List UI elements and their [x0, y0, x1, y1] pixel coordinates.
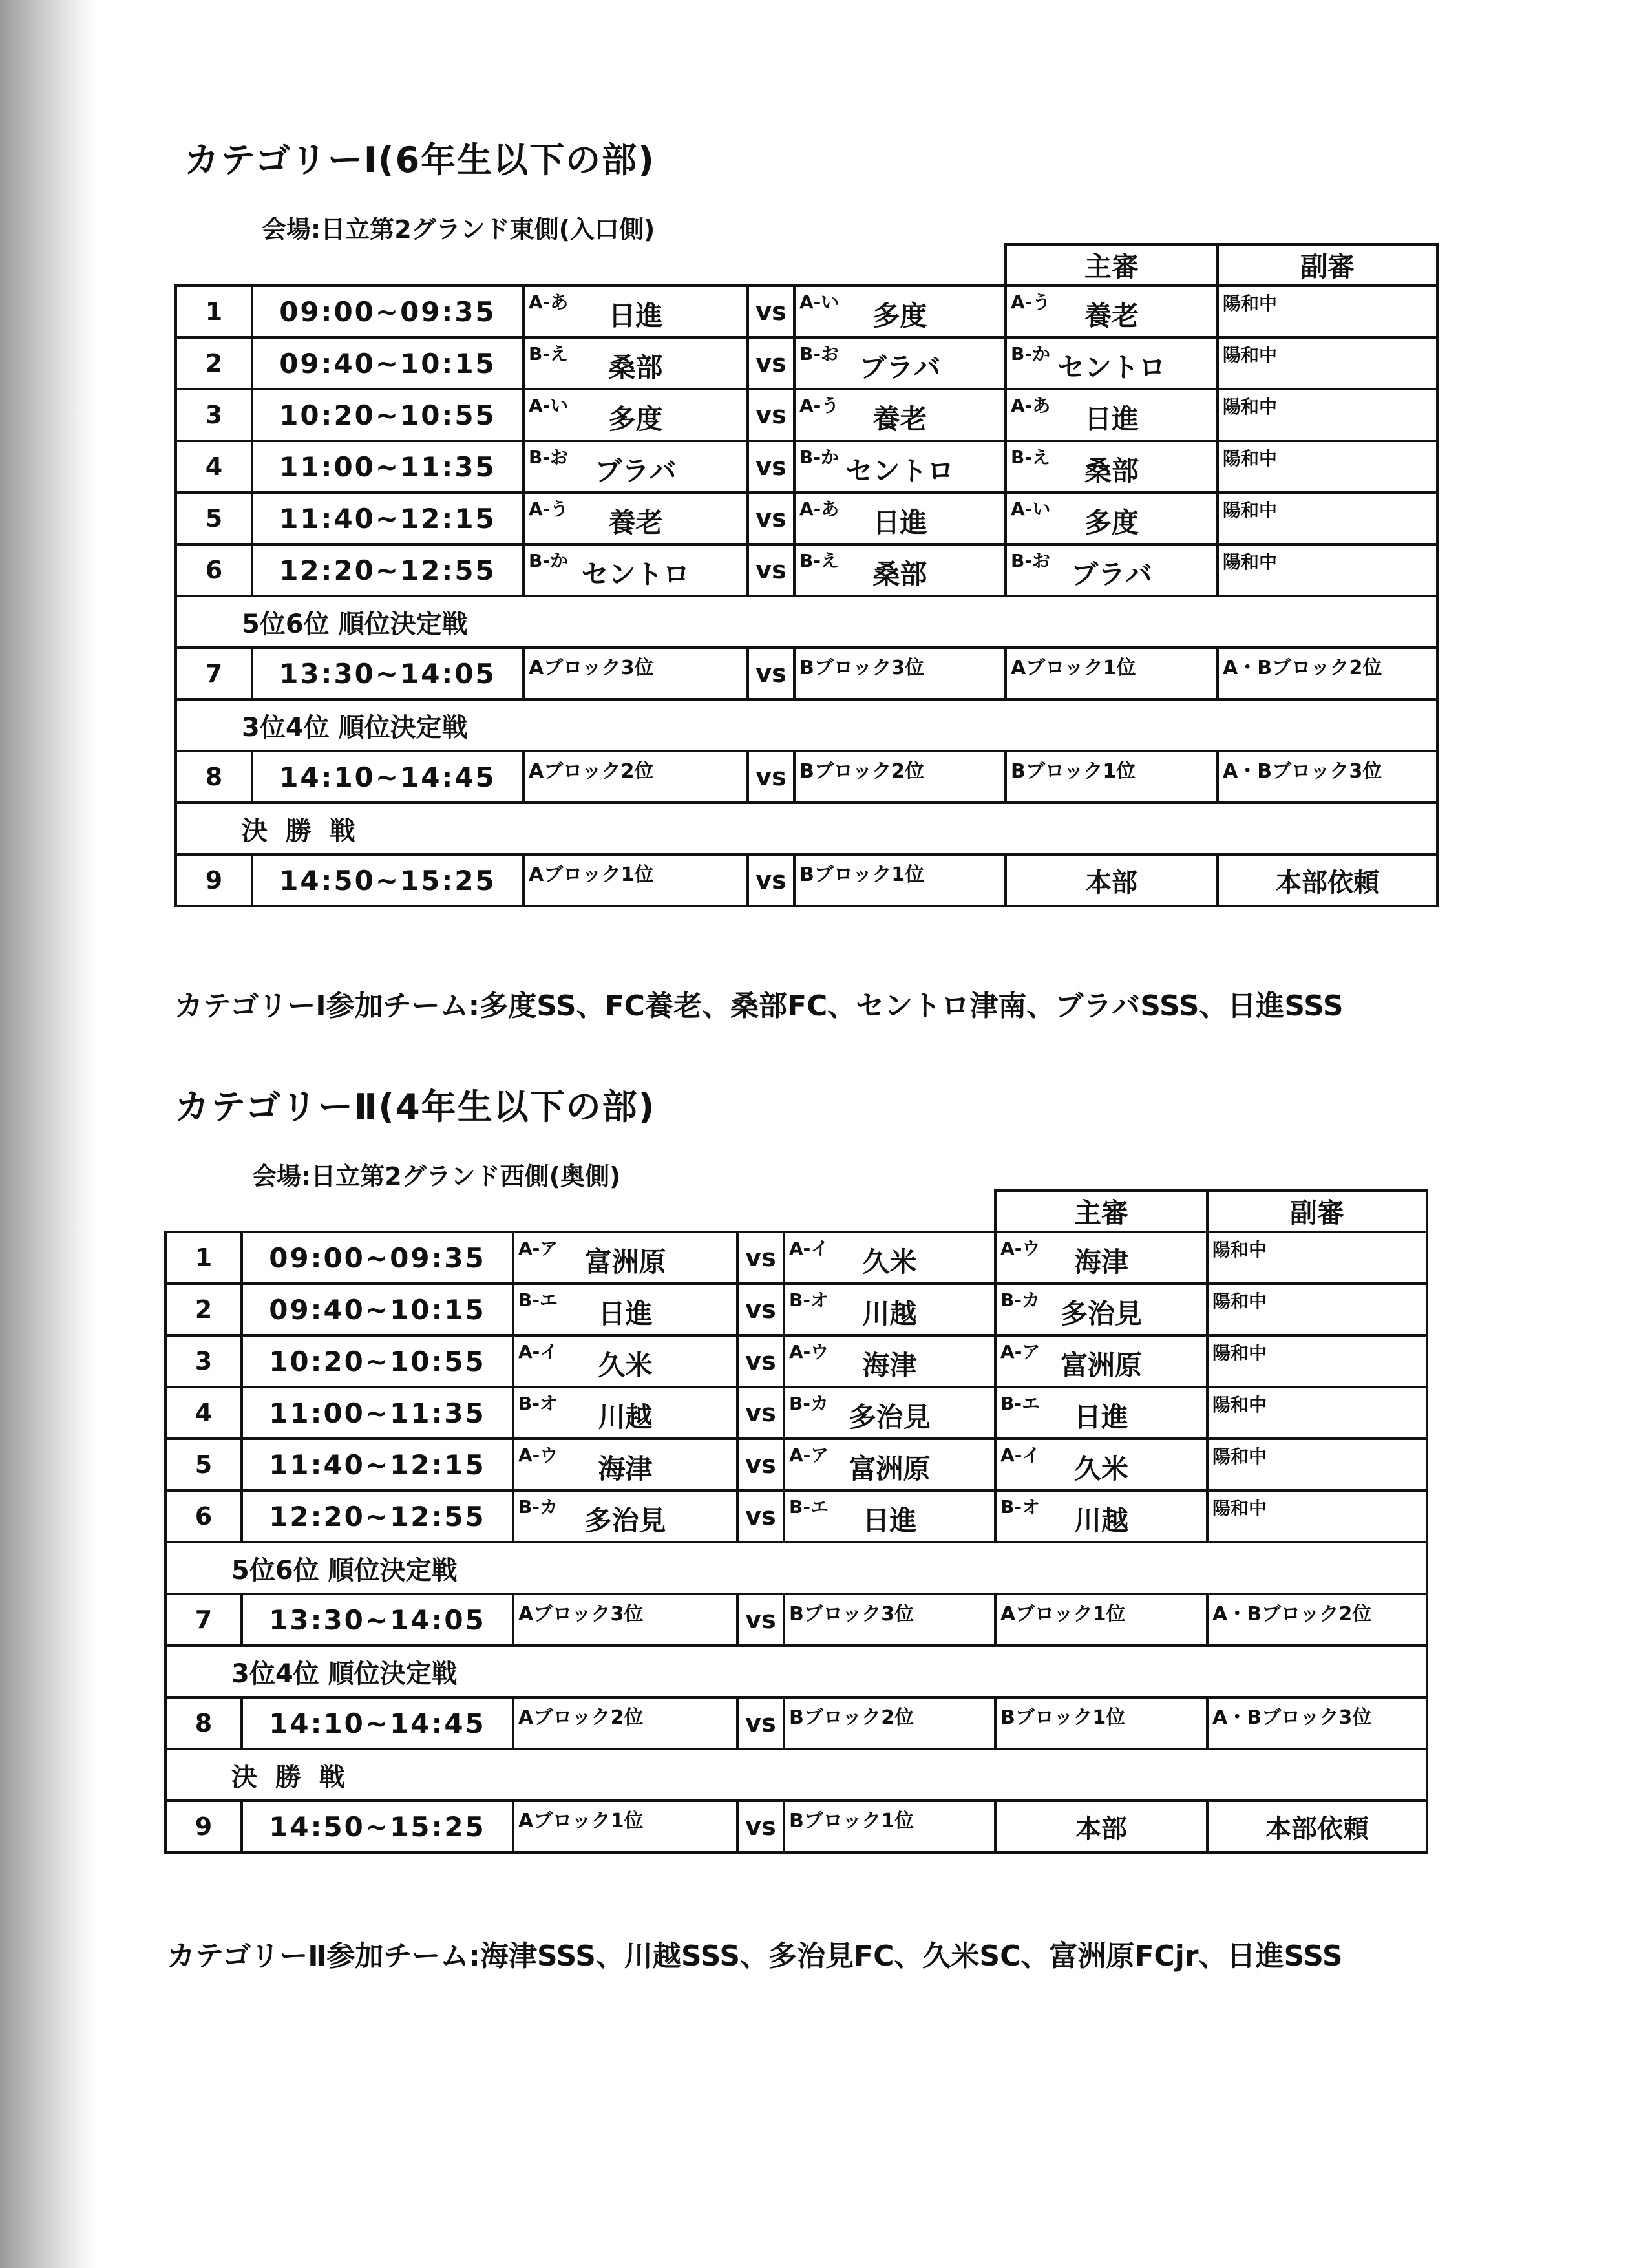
match-number: 2	[176, 337, 252, 389]
team-code: A-い	[799, 291, 840, 313]
team-name: 日進	[872, 507, 927, 538]
team-code: B-か	[529, 550, 568, 571]
main-referee-header: 主審	[1006, 244, 1218, 286]
team-b-cell	[784, 1335, 995, 1387]
sub-referee-name: 陽和中	[1223, 293, 1278, 314]
slot-label: Aブロック3位	[518, 1603, 644, 1626]
match-row-7	[165, 1594, 1427, 1646]
main-referee-cell	[1006, 751, 1218, 803]
slot-label: Aブロック2位	[518, 1706, 644, 1729]
team-a-cell	[513, 1335, 737, 1387]
team-name: 川越	[598, 1401, 653, 1433]
team-a-cell	[523, 286, 748, 337]
category-2-schedule-table	[164, 1189, 1428, 1854]
slot-label: Bブロック1位	[799, 864, 925, 886]
team-a-cell	[513, 1387, 737, 1439]
slot-label: A・Bブロック3位	[1223, 760, 1382, 783]
category-1-venue: 会場:日立第2グランド東側(入口側)	[262, 215, 655, 244]
sub-referee-cell	[1218, 493, 1437, 544]
sub-referee-name: 陽和中	[1212, 1446, 1267, 1467]
match-number: 9	[176, 854, 252, 906]
slot-label: Aブロック1位	[518, 1810, 644, 1832]
team-name: 海津	[598, 1453, 653, 1485]
team-name: 桑部	[872, 558, 927, 590]
stage-label: 3位4位 順位決定戦	[165, 1646, 1427, 1697]
slot-label: Bブロック3位	[789, 1603, 914, 1626]
team-code: B-オ	[518, 1393, 558, 1414]
stage-label: 5位6位 順位決定戦	[176, 596, 1437, 648]
category-2-participants: カテゴリーⅡ参加チーム:海津SSS、川越SSS、多治見FC、久米SC、富洲原FCjr、日進SSS	[167, 1940, 1343, 1973]
slot-label: Bブロック1位	[789, 1810, 914, 1832]
team-name: 多治見	[1061, 1298, 1143, 1330]
match-time: 12:20~12:55	[252, 544, 523, 596]
team-name: 多度	[872, 300, 927, 332]
header-row	[165, 1191, 1427, 1232]
stage-row-5th-6th	[176, 596, 1437, 648]
team-name: 久米	[862, 1246, 917, 1278]
match-row-5	[165, 1439, 1427, 1490]
stage-label: 決 勝 戦	[165, 1749, 1427, 1801]
team-a-cell	[523, 441, 748, 493]
match-row-6	[176, 544, 1437, 596]
match-row-4	[165, 1387, 1427, 1439]
sub-referee-header: 副審	[1207, 1191, 1427, 1232]
stage-row-3rd-4th	[165, 1646, 1427, 1697]
team-name: 富洲原	[584, 1246, 666, 1278]
team-name: 久米	[1074, 1453, 1129, 1485]
sub-referee-cell	[1218, 286, 1437, 337]
team-a-cell	[513, 1490, 737, 1542]
match-row-6	[165, 1490, 1427, 1542]
match-time: 10:20~10:55	[242, 1335, 513, 1387]
sub-referee-cell	[1218, 648, 1437, 699]
team-a-cell	[513, 1594, 737, 1646]
slot-label: Bブロック2位	[799, 760, 925, 783]
team-code: A-あ	[1011, 395, 1051, 416]
team-code: B-か	[1011, 343, 1051, 365]
team-name: ブラバ	[595, 455, 677, 487]
team-code: A-ウ	[789, 1341, 829, 1362]
match-row-3	[165, 1335, 1427, 1387]
team-a-cell	[513, 1439, 737, 1490]
team-name: 桑部	[1084, 455, 1139, 487]
team-b-cell	[784, 1801, 995, 1852]
match-time: 14:50~15:25	[252, 854, 523, 906]
sub-referee-cell	[1218, 751, 1437, 803]
team-code: A-ウ	[518, 1445, 558, 1466]
match-time: 09:40~10:15	[242, 1284, 513, 1335]
slot-label: A・Bブロック2位	[1223, 657, 1382, 679]
stage-row-3rd-4th	[176, 699, 1437, 751]
vs-label: vs	[737, 1387, 784, 1439]
match-number: 1	[165, 1232, 242, 1284]
sub-referee-cell	[1218, 389, 1437, 441]
category-1-title: カテゴリーⅠ(6年生以下の部)	[184, 140, 655, 180]
team-code: A-う	[799, 395, 840, 416]
match-row-7	[176, 648, 1437, 699]
match-number: 8	[176, 751, 252, 803]
team-name: 日進	[1084, 403, 1139, 435]
main-referee-cell	[995, 1697, 1207, 1749]
match-number: 8	[165, 1697, 242, 1749]
team-b-cell	[784, 1439, 995, 1490]
team-name: セントロ	[1057, 352, 1167, 383]
team-name: 多度	[1084, 507, 1139, 538]
sub-referee-cell	[1207, 1232, 1427, 1284]
team-b-cell	[784, 1490, 995, 1542]
team-code: B-エ	[1000, 1393, 1041, 1414]
team-code: B-カ	[1000, 1289, 1041, 1311]
team-name: 富洲原	[849, 1453, 931, 1485]
team-code: A-ア	[1000, 1341, 1041, 1362]
match-number: 4	[176, 441, 252, 493]
team-name: 日進	[1074, 1401, 1129, 1433]
team-name: ブラバ	[1071, 558, 1153, 590]
team-name: 富洲原	[1061, 1350, 1143, 1381]
main-referee-cell	[995, 1439, 1207, 1490]
team-b-cell	[784, 1387, 995, 1439]
match-time: 09:00~09:35	[242, 1232, 513, 1284]
team-a-cell	[513, 1801, 737, 1852]
main-referee-cell	[1006, 493, 1218, 544]
team-b-cell	[794, 286, 1006, 337]
vs-label: vs	[737, 1335, 784, 1387]
team-a-cell	[523, 854, 748, 906]
category-2-venue: 会場:日立第2グランド西側(奥側)	[252, 1162, 621, 1191]
team-code: A-い	[529, 395, 569, 416]
main-referee-cell	[995, 1232, 1207, 1284]
team-a-cell	[513, 1697, 737, 1749]
match-number: 6	[176, 544, 252, 596]
vs-label: vs	[748, 286, 794, 337]
match-number: 1	[176, 286, 252, 337]
category-1-participants: カテゴリーⅠ参加チーム:多度SS、FC養老、桑部FC、セントロ津南、ブラバSSS、日進SSS	[174, 990, 1344, 1023]
team-name: 多治見	[584, 1505, 666, 1536]
team-name: 日進	[598, 1298, 653, 1330]
match-time: 12:20~12:55	[242, 1490, 513, 1542]
sub-referee-cell	[1218, 337, 1437, 389]
match-row-3	[176, 389, 1437, 441]
team-name: 久米	[598, 1350, 653, 1381]
vs-label: vs	[737, 1697, 784, 1749]
main-referee-cell	[995, 1284, 1207, 1335]
main-referee-header: 主審	[995, 1191, 1207, 1232]
match-time: 13:30~14:05	[252, 648, 523, 699]
team-name: セントロ	[845, 455, 955, 487]
sub-referee-cell	[1218, 544, 1437, 596]
team-name: 桑部	[608, 352, 663, 383]
main-referee-cell	[995, 1335, 1207, 1387]
match-number: 9	[165, 1801, 242, 1852]
match-time: 09:40~10:15	[252, 337, 523, 389]
team-code: B-エ	[789, 1496, 829, 1518]
team-code: B-お	[1011, 550, 1051, 571]
sub-referee-cell	[1207, 1387, 1427, 1439]
team-name: 日進	[608, 300, 663, 332]
sub-referee-cell: 本部依頼	[1218, 854, 1437, 906]
team-name: 海津	[1074, 1246, 1129, 1278]
match-number: 7	[165, 1594, 242, 1646]
match-row-9	[176, 854, 1437, 906]
vs-label: vs	[748, 751, 794, 803]
team-code: B-カ	[789, 1393, 829, 1414]
header-row	[176, 244, 1437, 286]
team-code: A-ウ	[1000, 1238, 1041, 1259]
slot-label: Bブロック1位	[1011, 760, 1136, 783]
main-referee-cell: 本部	[1006, 854, 1218, 906]
team-code: A-イ	[1000, 1445, 1041, 1466]
sub-referee-cell	[1207, 1439, 1427, 1490]
match-row-2	[176, 337, 1437, 389]
team-code: B-オ	[789, 1289, 829, 1311]
team-b-cell	[794, 493, 1006, 544]
team-code: A-う	[529, 498, 569, 520]
sub-referee-name: 陽和中	[1223, 551, 1278, 573]
match-time: 10:20~10:55	[252, 389, 523, 441]
match-time: 11:40~12:15	[242, 1439, 513, 1490]
vs-label: vs	[748, 389, 794, 441]
team-code: B-え	[529, 343, 568, 365]
team-b-cell	[784, 1697, 995, 1749]
match-number: 2	[165, 1284, 242, 1335]
sub-referee-cell	[1207, 1490, 1427, 1542]
team-name: 川越	[1074, 1505, 1129, 1536]
sub-referee-cell	[1207, 1335, 1427, 1387]
match-time: 11:40~12:15	[252, 493, 523, 544]
stage-row-5th-6th	[165, 1542, 1427, 1594]
main-referee-cell	[995, 1387, 1207, 1439]
sub-referee-cell	[1207, 1284, 1427, 1335]
slot-label: Aブロック2位	[529, 760, 654, 783]
vs-label: vs	[748, 337, 794, 389]
match-number: 5	[165, 1439, 242, 1490]
team-b-cell	[784, 1232, 995, 1284]
team-b-cell	[784, 1284, 995, 1335]
match-time: 09:00~09:35	[252, 286, 523, 337]
main-referee-cell	[1006, 286, 1218, 337]
team-b-cell	[794, 441, 1006, 493]
team-a-cell	[513, 1232, 737, 1284]
category-1-schedule-table	[174, 243, 1439, 907]
team-a-cell	[523, 751, 748, 803]
team-name: 養老	[1084, 300, 1139, 332]
main-referee-cell	[1006, 337, 1218, 389]
team-a-cell	[523, 648, 748, 699]
vs-label: vs	[737, 1801, 784, 1852]
team-name: 多治見	[849, 1401, 931, 1433]
team-code: A-ア	[789, 1445, 829, 1466]
match-time: 11:00~11:35	[252, 441, 523, 493]
team-b-cell	[794, 544, 1006, 596]
team-a-cell	[523, 493, 748, 544]
team-a-cell	[523, 544, 748, 596]
stage-row-final	[165, 1749, 1427, 1801]
slot-label: Bブロック2位	[789, 1706, 914, 1729]
sub-referee-name: 陽和中	[1212, 1498, 1267, 1519]
vs-label: vs	[737, 1594, 784, 1646]
sub-referee-cell	[1207, 1594, 1427, 1646]
match-row-8	[176, 751, 1437, 803]
main-referee-cell	[995, 1594, 1207, 1646]
slot-label: Bブロック3位	[799, 657, 925, 679]
team-code: A-イ	[789, 1238, 829, 1259]
team-code: A-い	[1011, 498, 1051, 520]
main-referee-cell	[1006, 389, 1218, 441]
team-code: B-お	[799, 343, 839, 365]
vs-label: vs	[737, 1232, 784, 1284]
slot-label: A・Bブロック3位	[1212, 1706, 1372, 1729]
team-code: A-あ	[799, 498, 840, 520]
team-a-cell	[513, 1284, 737, 1335]
slot-label: Bブロック1位	[1000, 1706, 1126, 1729]
stage-label: 決 勝 戦	[176, 803, 1437, 854]
sub-referee-name: 陽和中	[1223, 448, 1278, 469]
team-name: 海津	[862, 1350, 917, 1381]
main-referee-cell	[1006, 544, 1218, 596]
vs-label: vs	[737, 1284, 784, 1335]
main-referee-cell: 本部	[995, 1801, 1207, 1852]
team-code: B-え	[1011, 447, 1051, 468]
team-code: B-カ	[518, 1496, 558, 1518]
team-name: 養老	[608, 507, 663, 538]
match-row-1	[165, 1232, 1427, 1284]
match-number: 7	[176, 648, 252, 699]
match-time: 13:30~14:05	[242, 1594, 513, 1646]
team-code: A-う	[1011, 291, 1051, 313]
team-code: A-イ	[518, 1341, 558, 1362]
main-referee-cell	[1006, 648, 1218, 699]
sub-referee-name: 陽和中	[1212, 1342, 1267, 1364]
vs-label: vs	[748, 854, 794, 906]
match-row-4	[176, 441, 1437, 493]
slot-label: Aブロック1位	[1011, 657, 1136, 679]
main-referee-cell	[995, 1490, 1207, 1542]
match-row-8	[165, 1697, 1427, 1749]
stage-label: 3位4位 順位決定戦	[176, 699, 1437, 751]
vs-label: vs	[748, 544, 794, 596]
team-name: セントロ	[581, 558, 690, 590]
match-time: 11:00~11:35	[242, 1387, 513, 1439]
team-b-cell	[794, 337, 1006, 389]
vs-label: vs	[737, 1490, 784, 1542]
team-code: B-お	[529, 447, 568, 468]
slot-label: Aブロック3位	[529, 657, 654, 679]
team-code: A-あ	[529, 291, 569, 313]
slot-label: Aブロック1位	[529, 864, 654, 886]
vs-label: vs	[737, 1439, 784, 1490]
team-b-cell	[794, 854, 1006, 906]
match-number: 3	[176, 389, 252, 441]
team-name: 日進	[862, 1505, 917, 1536]
match-time: 14:50~15:25	[242, 1801, 513, 1852]
slot-label: Aブロック1位	[1000, 1603, 1126, 1626]
team-name: 川越	[862, 1298, 917, 1330]
slot-label: A・Bブロック2位	[1212, 1603, 1372, 1626]
team-name: 多度	[608, 403, 663, 435]
sub-referee-cell	[1218, 441, 1437, 493]
match-number: 3	[165, 1335, 242, 1387]
sub-referee-name: 陽和中	[1212, 1291, 1267, 1312]
stage-row-final	[176, 803, 1437, 854]
vs-label: vs	[748, 648, 794, 699]
sub-referee-cell: 本部依頼	[1207, 1801, 1427, 1852]
match-row-2	[165, 1284, 1427, 1335]
main-referee-cell	[1006, 441, 1218, 493]
match-number: 6	[165, 1490, 242, 1542]
team-b-cell	[794, 751, 1006, 803]
team-code: B-か	[799, 447, 839, 468]
team-code: B-オ	[1000, 1496, 1041, 1518]
team-b-cell	[784, 1594, 995, 1646]
match-row-9	[165, 1801, 1427, 1852]
vs-label: vs	[748, 441, 794, 493]
sub-referee-name: 陽和中	[1212, 1394, 1267, 1415]
scan-edge-shadow	[0, 0, 97, 2268]
category-2-title: カテゴリーⅡ(4年生以下の部)	[174, 1086, 656, 1127]
match-row-5	[176, 493, 1437, 544]
stage-label: 5位6位 順位決定戦	[165, 1542, 1427, 1594]
sub-referee-cell	[1207, 1697, 1427, 1749]
sub-referee-name: 陽和中	[1212, 1239, 1267, 1260]
match-time: 14:10~14:45	[242, 1697, 513, 1749]
sub-referee-name: 陽和中	[1223, 396, 1278, 418]
sub-referee-name: 陽和中	[1223, 500, 1278, 521]
category-2-heading	[174, 1079, 1467, 1192]
team-b-cell	[794, 648, 1006, 699]
team-code: B-え	[799, 550, 839, 571]
team-code: A-ア	[518, 1238, 558, 1259]
team-b-cell	[794, 389, 1006, 441]
match-number: 5	[176, 493, 252, 544]
team-a-cell	[523, 337, 748, 389]
category-1-heading	[184, 132, 1477, 245]
team-a-cell	[523, 389, 748, 441]
team-name: 養老	[872, 403, 927, 435]
match-number: 4	[165, 1387, 242, 1439]
sub-referee-header: 副審	[1218, 244, 1437, 286]
match-time: 14:10~14:45	[252, 751, 523, 803]
team-code: B-エ	[518, 1289, 558, 1311]
match-row-1	[176, 286, 1437, 337]
team-name: ブラバ	[859, 352, 941, 383]
vs-label: vs	[748, 493, 794, 544]
sub-referee-name: 陽和中	[1223, 344, 1278, 366]
